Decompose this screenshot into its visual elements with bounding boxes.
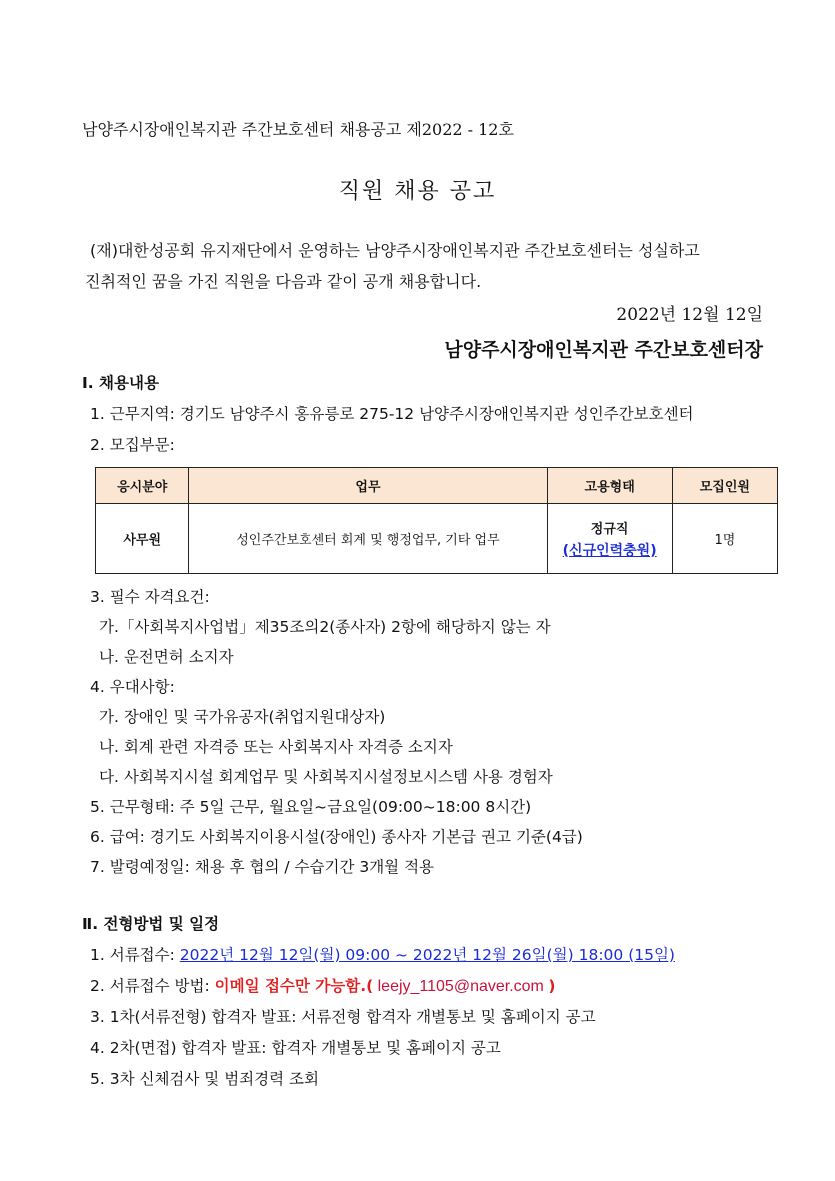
cell-field: 사무원 <box>96 504 189 574</box>
cell-employment <box>547 504 672 574</box>
work-type: 5. 근무형태: 주 5일 근무, 월요일~금요일(09:00~18:00 8시간) <box>90 798 532 816</box>
section-1-title: Ⅰ. 채용내용 <box>82 374 159 392</box>
preference-item: 가. 장애인 및 국가유공자(취업지원대상자) <box>99 708 386 726</box>
submission-label: 1. 서류접수: <box>90 946 180 964</box>
table-row <box>96 504 778 574</box>
recruitment-table <box>95 467 778 574</box>
employment-note: (신규인력충원) <box>562 542 657 559</box>
work-location: 1. 근무지역: 경기도 남양주시 홍유릉로 275-12 남양주시장애인복지관 성인주간보호센터 <box>90 405 694 423</box>
contact-email: leejy_1105@naver.com <box>373 978 549 995</box>
preferences-label: 4. 우대사항: <box>90 678 175 696</box>
method-close: ) <box>548 977 556 995</box>
requirement-item: 나. 운전면허 소지자 <box>99 648 234 666</box>
method-label: 2. 서류접수 방법: <box>90 977 215 995</box>
submission-period: 2022년 12월 12일(월) 09:00 ~ 2022년 12월 26일(월) 18:00 (15일) <box>179 946 675 964</box>
preference-item: 나. 회계 관련 자격증 또는 사회복지사 자격증 소지자 <box>99 738 453 756</box>
table-header-row <box>96 468 778 504</box>
third-stage-check: 5. 3차 신체검사 및 범죄경력 조회 <box>90 1070 319 1088</box>
cell-duty: 성인주간보호센터 회계 및 행정업무, 기타 업무 <box>189 504 547 574</box>
requirement-item: 가.「사회복지사업법」제35조의2(종사자) 2항에 해당하지 않는 자 <box>99 618 551 636</box>
intro-line-1: (재)대한성공회 유지재단에서 운영하는 남양주시장애인복지관 주간보호센터는 성실하고 <box>90 241 700 260</box>
table-header-count: 모집인원 <box>672 468 777 504</box>
document-title: 직원 채용 공고 <box>338 179 497 204</box>
cell-count: 1명 <box>672 504 777 574</box>
salary: 6. 급여: 경기도 사회복지이용시설(장애인) 종사자 기본급 권고 기준(4급) <box>90 828 583 846</box>
preference-item: 다. 사회복지시설 회계업무 및 사회복지시설정보시스템 사용 경험자 <box>99 768 553 786</box>
document-number: 남양주시장애인복지관 주간보호센터 채용공고 제2022 - 12호 <box>82 120 514 139</box>
first-stage-result: 3. 1차(서류전형) 합격자 발표: 서류전형 합격자 개별통보 및 홈페이지 공고 <box>90 1008 596 1026</box>
submission-method-line <box>90 976 555 997</box>
appointment-date: 7. 발령예정일: 채용 후 협의 / 수습기간 3개월 적용 <box>90 858 435 876</box>
requirements-label: 3. 필수 자격요건: <box>90 588 210 606</box>
announcement-date: 2022년 12월 12일 <box>616 305 763 325</box>
recruit-fields-label: 2. 모집부문: <box>90 436 175 454</box>
issuer-name: 남양주시장애인복지관 주간보호센터장 <box>444 339 763 361</box>
table-header-employment: 고용형태 <box>547 468 672 504</box>
table-header-duty: 업무 <box>189 468 547 504</box>
employment-type: 정규직 <box>590 521 629 537</box>
submission-period-line <box>90 945 675 965</box>
section-2-title: Ⅱ. 전형방법 및 일정 <box>82 915 220 933</box>
table-header-field: 응시분야 <box>96 468 189 504</box>
intro-line-2: 진취적인 꿈을 가진 직원을 다음과 같이 공개 채용합니다. <box>85 272 482 291</box>
second-stage-result: 4. 2차(면접) 합격자 발표: 합격자 개별통보 및 홈페이지 공고 <box>90 1039 501 1057</box>
method-note: 이메일 접수만 가능함.( <box>214 977 374 995</box>
